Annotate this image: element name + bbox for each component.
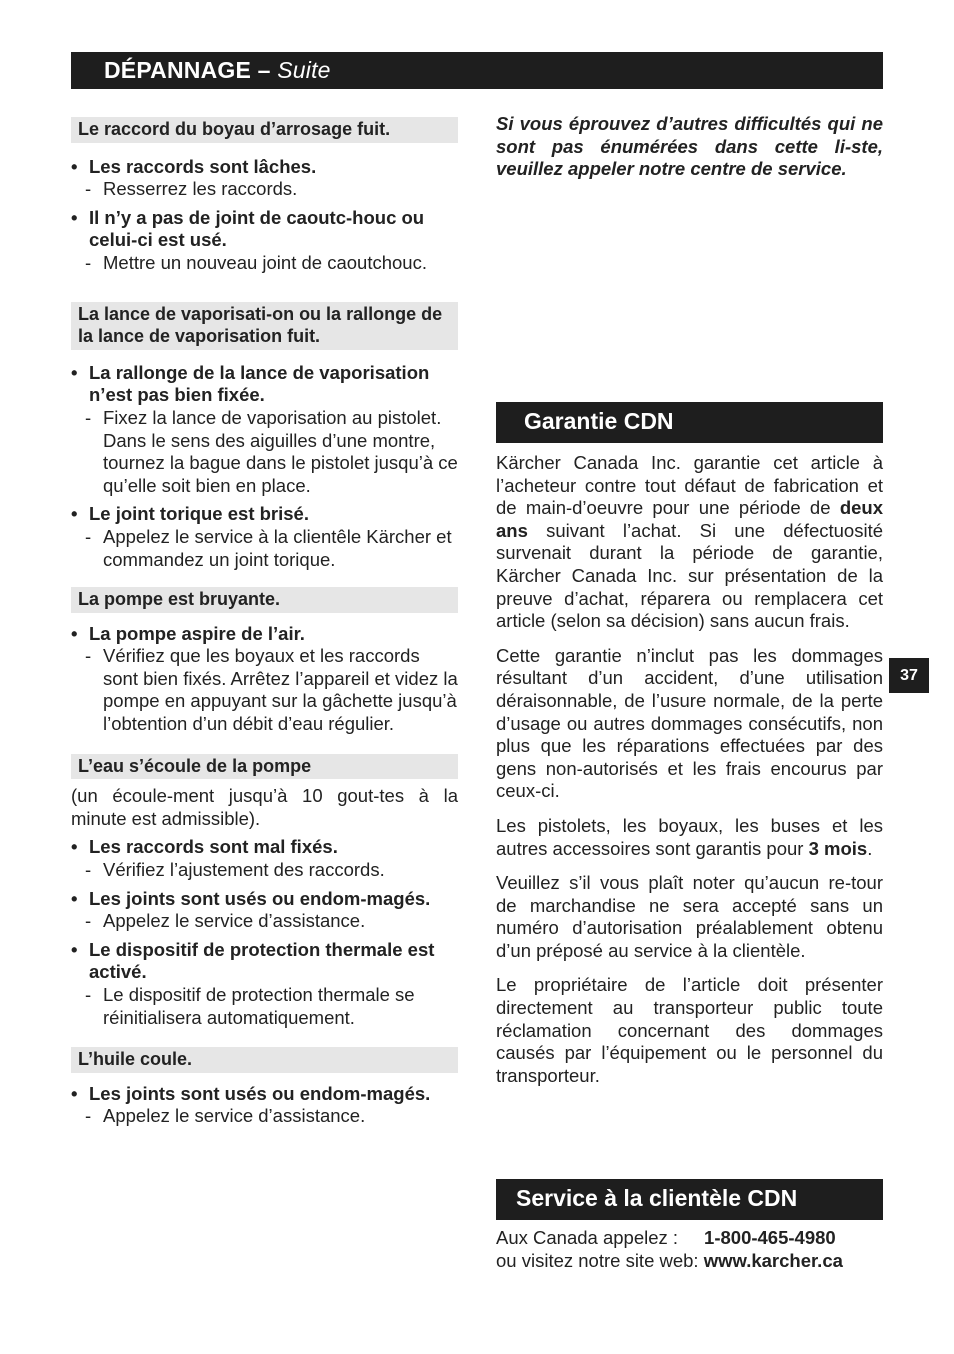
issue-heading: La lance de vaporisati-on ou la rallonge de la lance de vaporisation fuit. bbox=[71, 302, 458, 350]
web-label: ou visitez notre site web: bbox=[496, 1250, 699, 1271]
service-title: Service à la clientèle CDN bbox=[516, 1185, 798, 1211]
section-title: DÉPANNAGE – Suite bbox=[104, 57, 331, 83]
remedy: - Vérifiez que les boyaux et les raccords sont bien fixés. Arrêtez l’appareil et videz la pompe en appuyant sur la gâchette jusqu’à l’obtention d’un débit d’eau régulier. bbox=[71, 645, 458, 735]
warranty-header bbox=[496, 402, 883, 443]
issue-pump-noisy bbox=[71, 587, 458, 736]
warranty-accessories: Les pistolets, les boyaux, les buses et les autres accessoires sont garantis pour 3 mois. bbox=[496, 814, 883, 859]
issue-heading: L’huile coule. bbox=[71, 1047, 458, 1073]
remedy: - Appelez le service d’assistance. bbox=[71, 1105, 458, 1128]
remedy: - Appelez le service à la clientêle Kärcher et commandez un joint torique. bbox=[71, 526, 458, 571]
cause: • Les joints sont usés ou endom-magés. bbox=[71, 1083, 458, 1106]
cause: • Le joint torique est brisé. bbox=[71, 503, 458, 526]
remedy: - Fixez la lance de vaporisation au pistolet. Dans le sens des aiguilles d’une montre, tournez la bague dans le pistolet jusqu’à ce qu’elle soit bien en place. bbox=[71, 407, 458, 497]
section-subtitle: Suite bbox=[277, 57, 331, 83]
remedy: - Appelez le service d’assistance. bbox=[71, 910, 458, 933]
cause: • Les raccords sont lâches. bbox=[71, 156, 458, 179]
issue-heading: La pompe est bruyante. bbox=[71, 587, 458, 613]
cause: • Il n’y a pas de joint de caoutc-houc ou celui-ci est usé. bbox=[71, 207, 458, 252]
cause: • Les joints sont usés ou endom-magés. bbox=[71, 888, 458, 911]
contact-intro: Si vous éprouvez d’autres difficultés qui ne sont pas énumérées dans cette li-ste, veuillez appeler notre centre de service. bbox=[496, 113, 883, 180]
warranty-paragraph: Kärcher Canada Inc. garantie cet article à l’acheteur contre tout défaut de fabrication et de main-d’oeuvre pour une période de deux ans suivant l’achat. Si une défectuosité survenait durant la période de garantie, Kärcher Canada Inc. sur présentation de la preuve d’achat, réparera ou remplacera cet article (selon sa décision) sans aucun frais. bbox=[496, 452, 884, 632]
warranty-claims: Le propriétaire de l’article doit présenter directement au transporteur public toute réclamation concernant des dommages causés par l’équipement ou le personnel du transporteur. bbox=[496, 974, 883, 1086]
issue-water-pump bbox=[71, 754, 458, 1030]
phone-number[interactable]: 1-800-465-4980 bbox=[704, 1227, 836, 1248]
warranty-exclusions: Cette garantie n’inclut pas les dommages résultant d’un accident, d’une utilisation déraisonnable, de l’usure normale, de la perte d’usage ou autres dommages consécutifs, non plus que les réparations effectuées par des gens non-autorisés et les frais encourus par ceux-ci. bbox=[496, 644, 883, 802]
issue-heading: L’eau s’écoule de la pompe bbox=[71, 754, 458, 780]
phone-label: Aux Canada appelez : bbox=[496, 1227, 679, 1248]
remedy: - Le dispositif de protection thermale se réinitialisera automatiquement. bbox=[71, 984, 458, 1029]
remedy: - Resserrez les raccords. bbox=[71, 178, 458, 201]
issue-hose-fitting bbox=[71, 117, 458, 275]
issue-lance-leak bbox=[71, 302, 458, 572]
service-header bbox=[496, 1179, 883, 1220]
cause: • La rallonge de la lance de vaporisation n’est pas bien fixée. bbox=[71, 362, 458, 407]
remedy: - Vérifiez l’ajustement des raccords. bbox=[71, 859, 458, 882]
page-number: 37 bbox=[889, 658, 929, 693]
troubleshooting-column bbox=[71, 117, 458, 1128]
warranty-title: Garantie CDN bbox=[524, 408, 674, 434]
service-contact bbox=[496, 1226, 896, 1272]
remedy: - Mettre un nouveau joint de caoutchouc. bbox=[71, 252, 458, 275]
cause: • Les raccords sont mal fixés. bbox=[71, 836, 458, 859]
cause: • Le dispositif de protection thermale est activé. bbox=[71, 939, 458, 984]
issue-oil-leak bbox=[71, 1047, 458, 1128]
section-header bbox=[71, 52, 883, 89]
warranty-body bbox=[496, 452, 883, 1099]
cause: • La pompe aspire de l’air. bbox=[71, 623, 458, 646]
website-link[interactable]: www.karcher.ca bbox=[703, 1250, 843, 1271]
warranty-return-note: Veuillez s’il vous plaît noter qu’aucun re-tour de marchandise ne sera accepté sans un numéro d’autorisation préalablement obtenu d’un préposé au service à la clientèle. bbox=[496, 872, 883, 961]
issue-note: (un écoule-ment jusqu’à 10 gout-tes à la minute est admissible). bbox=[71, 785, 458, 829]
issue-heading: Le raccord du boyau d’arrosage fuit. bbox=[71, 117, 458, 143]
